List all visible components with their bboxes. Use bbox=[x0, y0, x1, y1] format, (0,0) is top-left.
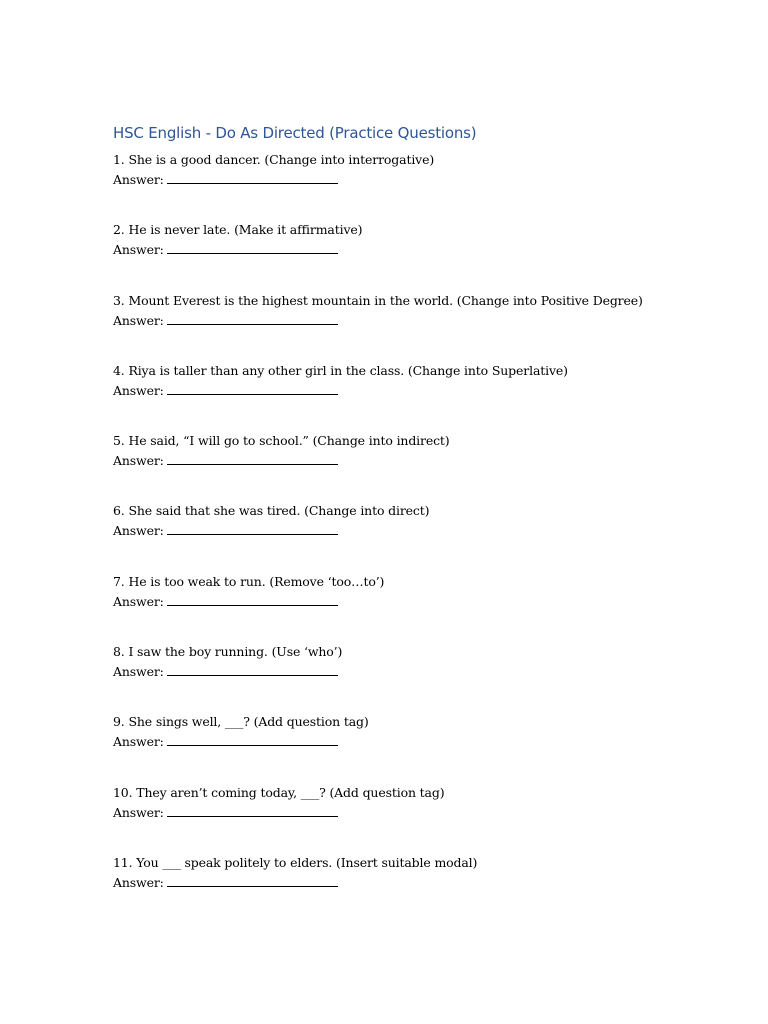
question-item bbox=[113, 220, 713, 290]
question-item bbox=[113, 431, 713, 501]
question-text: 2. He is never late. (Make it affirmative) bbox=[113, 222, 363, 238]
question-text: 11. You ___ speak politely to elders. (Insert suitable modal) bbox=[113, 854, 478, 870]
answer-label: Answer: bbox=[113, 734, 164, 750]
question-list bbox=[113, 150, 713, 923]
answer-blank bbox=[167, 452, 338, 465]
answer-blank bbox=[167, 593, 338, 606]
answer-blank bbox=[167, 171, 338, 184]
answer-label: Answer: bbox=[113, 523, 164, 539]
question-text: 6. She said that she was tired. (Change into direct) bbox=[113, 503, 430, 519]
question-item bbox=[113, 361, 713, 431]
answer-blank bbox=[167, 312, 338, 325]
question-item bbox=[113, 853, 713, 923]
answer-label: Answer: bbox=[113, 453, 164, 469]
question-item bbox=[113, 783, 713, 853]
question-item bbox=[113, 150, 713, 220]
question-text: 8. I saw the boy running. (Use ‘who’) bbox=[113, 644, 343, 660]
answer-line bbox=[113, 381, 713, 401]
answer-blank bbox=[167, 382, 338, 395]
answer-label: Answer: bbox=[113, 382, 164, 398]
answer-label: Answer: bbox=[113, 172, 164, 187]
question-text: 3. Mount Everest is the highest mountain in the world. (Change into Positive Degree) bbox=[113, 292, 643, 308]
question-item bbox=[113, 712, 713, 782]
question-item bbox=[113, 572, 713, 642]
answer-line bbox=[113, 521, 713, 541]
answer-blank bbox=[167, 733, 338, 746]
answer-label: Answer: bbox=[113, 312, 164, 328]
question-text: 1. She is a good dancer. (Change into interrogative) bbox=[113, 152, 435, 167]
question-text: 4. Riya is taller than any other girl in the class. (Change into Superlative) bbox=[113, 362, 568, 378]
answer-line bbox=[113, 662, 713, 682]
question-item bbox=[113, 642, 713, 712]
question-text: 7. He is too weak to run. (Remove ‘too…to’) bbox=[113, 573, 385, 589]
answer-line bbox=[113, 592, 713, 612]
answer-label: Answer: bbox=[113, 242, 164, 258]
answer-label: Answer: bbox=[113, 874, 164, 890]
question-text: 10. They aren’t coming today, ___? (Add question tag) bbox=[113, 784, 445, 800]
question-text: 9. She sings well, ___? (Add question tag) bbox=[113, 714, 369, 730]
page-title: HSC English - Do As Directed (Practice Questions) bbox=[113, 124, 477, 142]
question-item bbox=[113, 291, 713, 361]
answer-line bbox=[113, 240, 713, 260]
answer-line bbox=[113, 803, 713, 823]
question-text: 5. He said, “I will go to school.” (Change into indirect) bbox=[113, 433, 450, 449]
answer-line bbox=[113, 451, 713, 471]
answer-line bbox=[113, 311, 713, 331]
answer-blank bbox=[167, 522, 338, 535]
question-item bbox=[113, 501, 713, 571]
answer-blank bbox=[167, 663, 338, 676]
answer-line bbox=[113, 170, 713, 190]
answer-line bbox=[113, 873, 713, 893]
answer-label: Answer: bbox=[113, 593, 164, 609]
answer-blank bbox=[167, 874, 338, 887]
answer-label: Answer: bbox=[113, 804, 164, 820]
answer-blank bbox=[167, 804, 338, 817]
answer-blank bbox=[167, 241, 338, 254]
answer-line bbox=[113, 732, 713, 752]
answer-label: Answer: bbox=[113, 664, 164, 680]
